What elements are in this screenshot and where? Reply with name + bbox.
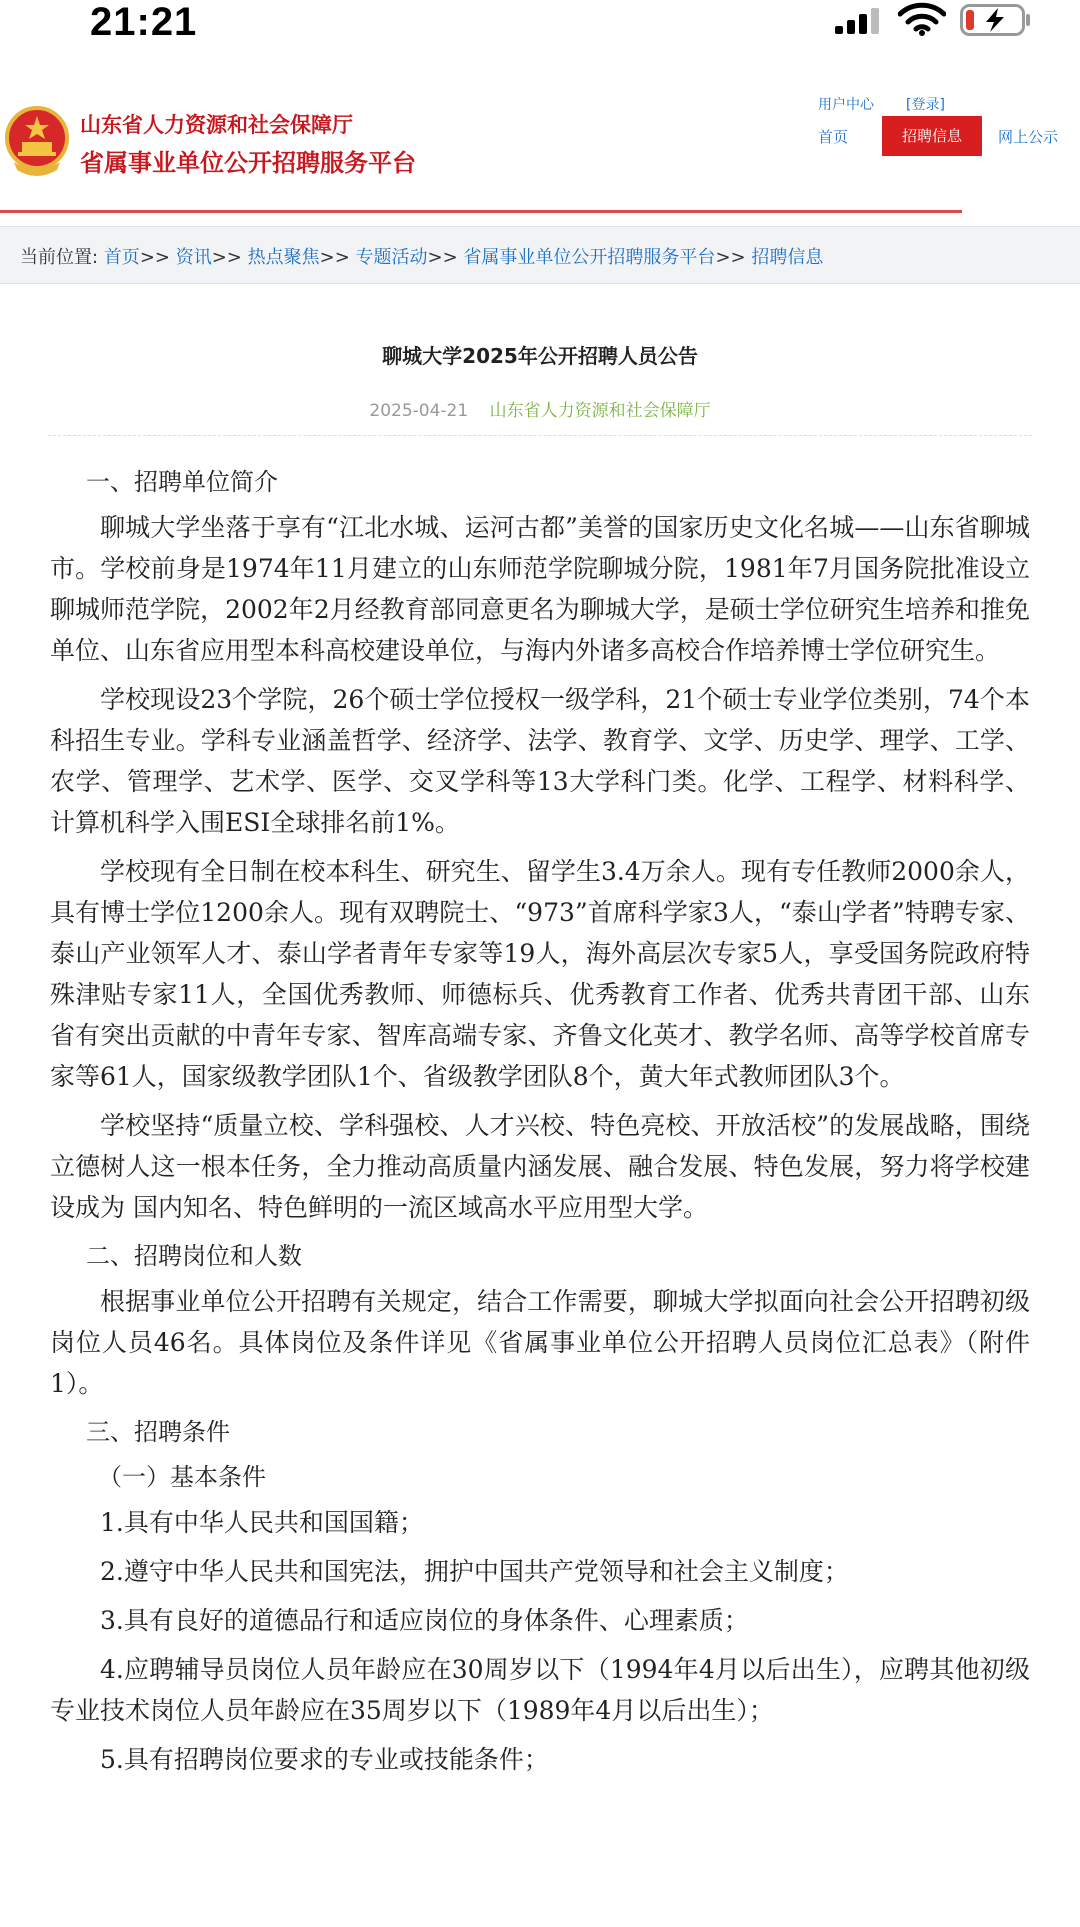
paragraph: 根据事业单位公开招聘有关规定，结合工作需要，聊城大学拟面向社会公开招聘初级岗位人员46名。具体岗位及条件详见《省属事业单位公开招聘人员岗位汇总表》（附件1）。 (50, 1287, 1030, 1398)
breadcrumb-separator: >> (211, 247, 242, 268)
breadcrumb-hot-topics[interactable]: 热点聚焦 (247, 247, 320, 268)
breadcrumb-platform[interactable]: 省属事业单位公开招聘服务平台 (463, 247, 716, 268)
user-center-link[interactable]: 用户中心 (818, 97, 874, 113)
breadcrumb-separator: >> (715, 247, 746, 268)
section-heading: 三、招聘条件 (86, 1418, 230, 1446)
list-item: 4.应聘辅导员岗位人员年龄应在30周岁以下（1994年4月以后出生），应聘其他初级专业技术岗位人员年龄应在35周岁以下（1989年4月以后出生）； (50, 1655, 1030, 1725)
breadcrumb-separator: >> (139, 247, 170, 268)
nav-public-notice[interactable]: 网上公示 (998, 128, 1059, 146)
site-header (0, 60, 1080, 220)
breadcrumb (0, 226, 1080, 284)
national-emblem-icon (2, 104, 72, 180)
site-title-department: 山东省人力资源和社会保障厅 (80, 113, 353, 137)
paragraph: 聊城大学坐落于享有“江北水城、运河古都”美誉的国家历史文化名城——山东省聊城市。学校前身是1974年11月建立的山东师范学院聊城分院，1981年7月国务院批准设立聊城师范学院，2002年2月经教育部同意更名为聊城大学，是硕士学位研究生培养和推免单位、山东省应用型本科高校建设单位，与海内外诸多高校合作培养博士学位研究生。 (50, 513, 1030, 665)
breadcrumb-news[interactable]: 资讯 (175, 247, 212, 268)
article-divider (48, 435, 1032, 436)
breadcrumb-separator: >> (427, 247, 458, 268)
list-item: 2.遵守中华人民共和国宪法，拥护中国共产党领导和社会主义制度； (100, 1557, 849, 1586)
article-meta (0, 396, 1080, 421)
paragraph: 学校现有全日制在校本科生、研究生、留学生3.4万余人。现有专任教师2000余人，具有博士学位1200余人。现有双聘院士、“973”首席科学家3人，“泰山学者”特聘专家、泰山产业领军人才、泰山学者青年专家等19人，海外高层次专家5人，享受国务院政府特殊津贴专家11人，全国优秀教师、师德标兵、优秀教育工作者、优秀共青团干部、山东省有突出贡献的中青年专家、智库高端专家、齐鲁文化英才、教学名师、高等学校首席专家等61人，国家级教学团队1个、省级教学团队8个，黄大年式教师团队3个。 (50, 857, 1030, 1091)
paragraph: 学校现设23个学院，26个硕士学位授权一级学科，21个硕士专业学位类别，74个本科招生专业。学科专业涵盖哲学、经济学、法学、教育学、文学、历史学、理学、工学、农学、管理学、艺术学、医学、交叉学科等13大学科门类。化学、工程学、材料科学、计算机科学入围ESI全球排名前1%。 (50, 685, 1030, 837)
header-divider (0, 210, 962, 213)
list-item: 1.具有中华人民共和国国籍； (100, 1508, 424, 1537)
article-body (50, 462, 1030, 1788)
section-heading: 二、招聘岗位和人数 (86, 1242, 302, 1270)
breadcrumb-prefix: 当前位置: (20, 247, 99, 268)
battery-charging-icon (960, 4, 1032, 36)
wifi-icon (898, 2, 946, 36)
list-item: 3.具有良好的道德品行和适应岗位的身体条件、心理素质； (100, 1606, 749, 1635)
nav-recruit-info[interactable]: 招聘信息 (882, 116, 982, 156)
status-time: 21:21 (90, 0, 198, 44)
nav-home[interactable]: 首页 (818, 128, 849, 146)
article-date: 2025-04-21 (369, 401, 469, 421)
list-item: 5.具有招聘岗位要求的专业或技能条件； (100, 1745, 549, 1774)
breadcrumb-separator: >> (319, 247, 350, 268)
article-title: 聊城大学2025年公开招聘人员公告 (382, 344, 698, 368)
paragraph: 学校坚持“质量立校、学科强校、人才兴校、特色亮校、开放活校”的发展战略，围绕立德树人这一根本任务，全力推动高质量内涵发展、融合发展、特色发展，努力将学校建设成为 国内知名、特色鲜明的一流区域高水平应用型大学。 (50, 1111, 1030, 1222)
breadcrumb-home[interactable]: 首页 (103, 247, 140, 268)
cellular-signal-icon (835, 8, 881, 34)
section-heading: 一、招聘单位简介 (86, 468, 278, 496)
site-title-platform: 省属事业单位公开招聘服务平台 (80, 149, 416, 177)
breadcrumb-recruit-info[interactable]: 招聘信息 (751, 247, 824, 268)
status-bar (0, 0, 1080, 50)
login-link[interactable]: [登录] (906, 97, 945, 113)
breadcrumb-special-events[interactable]: 专题活动 (355, 247, 428, 268)
subsection-heading: （一）基本条件 (98, 1463, 266, 1491)
article-source: 山东省人力资源和社会保障厅 (489, 401, 711, 421)
